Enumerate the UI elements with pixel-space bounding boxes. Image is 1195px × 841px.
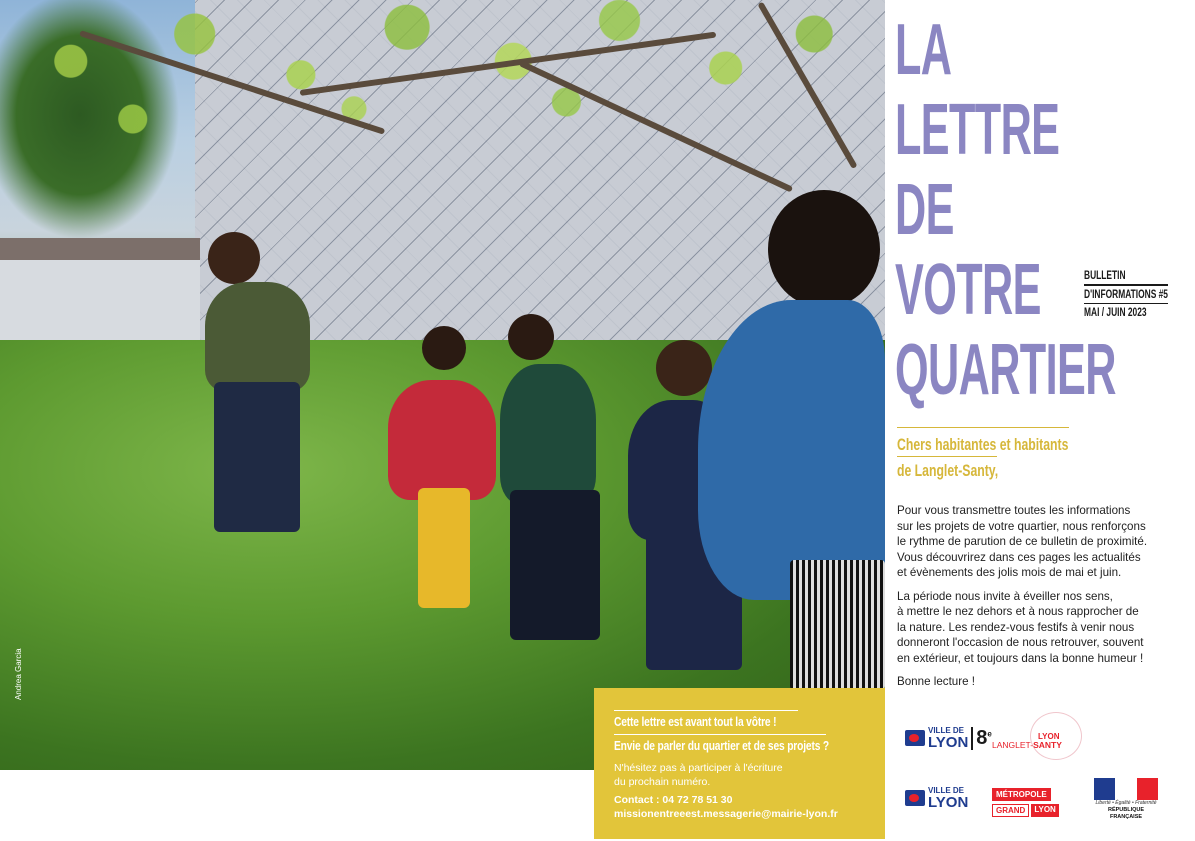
- editorial-paragraph: Pour vous transmettre toutes les informations sur les projets de votre quartier, nous renforçons le rythme de parution de ce bulletin de proximité. Vous découvrirez dans ces pages les actualités et évènements des jolis mois de mai et juin.: [897, 504, 1148, 579]
- photo-child-dark-legs: [510, 490, 600, 640]
- arrondissement-sup: e: [987, 728, 992, 738]
- logo-metropole: MÉTROPOLE: [992, 788, 1051, 801]
- logo-republique: RÉPUBLIQUE FRANÇAISE: [1107, 807, 1145, 820]
- editorial-paragraph: La période nous invite à éveiller nos sens, à mettre le nez dehors et à nous rapprocher de la nature. Les rendez-vous festifs à venir nous donneront l'occasion de nous retrouver, souvent en extérieur, et toujours dans la bonne humeur !: [897, 589, 1144, 665]
- bulletin-divider: [1084, 303, 1168, 305]
- greeting-divider: [897, 456, 997, 457]
- photo-adult-body: [205, 282, 310, 392]
- logo-devise: Liberté • Égalité • Fraternité: [1095, 800, 1157, 806]
- editorial-text: [897, 503, 1187, 698]
- logo-langlet: LANGLET-: [992, 740, 1034, 750]
- callout-email-link[interactable]: missionentreeest.messagerie@mairie-lyon.fr: [614, 808, 838, 820]
- logo-lyon: LYON: [928, 794, 969, 811]
- greeting: [897, 432, 1068, 484]
- photo-credit: Andrea Garcia: [14, 648, 23, 700]
- photo-adult-legs: [214, 382, 300, 532]
- title-line: LA: [895, 10, 952, 90]
- lion-icon: [905, 730, 925, 746]
- photo-child-head: [656, 340, 712, 396]
- logo-ville-de: VILLE DE: [928, 726, 965, 735]
- photo-child-yellow-legs: [418, 488, 470, 608]
- lion-icon: [905, 790, 925, 806]
- bulletin-issue: D'INFORMATIONS #5: [1084, 286, 1168, 301]
- flag-icon: [1094, 778, 1158, 800]
- bulletin-divider: [1084, 284, 1168, 286]
- greeting-divider: [897, 427, 1069, 428]
- title-line: QUARTIER: [895, 330, 1116, 410]
- republique-francaise-logo: [1093, 778, 1159, 818]
- photo-child-blue-coat: [698, 300, 885, 600]
- photo-child-green-top: [500, 364, 596, 504]
- lyon-langlet-santy-logo: [990, 712, 1085, 762]
- photo-child-head: [768, 190, 880, 308]
- title-line: LETTRE: [895, 90, 1060, 170]
- bulletin-date: MAI / JUIN 2023: [1084, 305, 1147, 319]
- callout-text: N'hésitez pas à participer à l'écriture: [614, 762, 783, 774]
- ville-de-lyon-8-logo: [905, 726, 992, 750]
- photo-child-head: [422, 326, 466, 370]
- callout-subheading: Envie de parler du quartier et de ses projets ?: [614, 739, 830, 753]
- photo-adult-head: [208, 232, 260, 284]
- callout-phone: Contact : 04 72 78 51 30: [614, 794, 733, 806]
- logo-lyon: LYON: [1031, 804, 1059, 817]
- logo-ville-de: VILLE DE: [928, 786, 965, 795]
- editorial-signoff: Bonne lecture !: [897, 675, 975, 688]
- logo-santy: SANTY: [1033, 740, 1062, 750]
- metropole-grand-lyon-logo: [992, 784, 1074, 814]
- participation-callout: [594, 688, 885, 839]
- logo-langlet-santy: [992, 740, 1062, 750]
- title-line: DE: [895, 170, 954, 250]
- photo-child-checked-dress: [790, 560, 885, 690]
- greeting-line: Chers habitantes et habitants: [897, 435, 1069, 454]
- logo-arrondissement: [971, 727, 992, 750]
- logo-lyon: LYON: [1038, 732, 1060, 741]
- photo-child-red-coat: [388, 380, 496, 500]
- callout-text: du prochain numéro.: [614, 776, 711, 788]
- photo-child-head: [508, 314, 554, 360]
- title-line: VOTRE: [895, 250, 1041, 330]
- right-column: [885, 0, 1195, 841]
- logo-text: [928, 786, 968, 810]
- callout-divider: [614, 734, 826, 735]
- greeting-line: de Langlet-Santy,: [897, 461, 999, 480]
- logo-grand: GRAND: [992, 804, 1029, 817]
- ville-de-lyon-logo: [905, 786, 968, 810]
- logo-lyon: LYON: [928, 734, 969, 751]
- bulletin-info: [1084, 268, 1168, 320]
- logo-grand-lyon: [992, 804, 1074, 817]
- logo-text: [928, 726, 968, 750]
- arrondissement-number: 8: [976, 726, 988, 749]
- callout-divider: [614, 710, 798, 711]
- bulletin-label: BULLETIN: [1084, 268, 1126, 282]
- newsletter-title: [895, 10, 1116, 410]
- callout-heading: Cette lettre est avant tout la vôtre !: [614, 715, 777, 729]
